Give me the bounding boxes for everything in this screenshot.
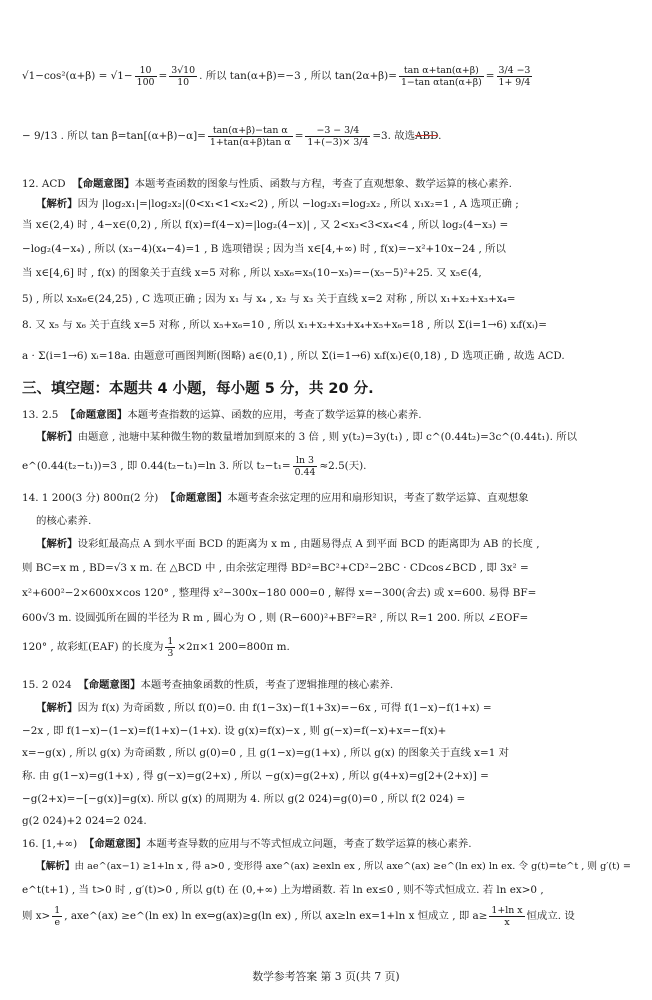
tag-intent: 【命题意图】 xyxy=(83,838,147,850)
intent-text: 本题考查导数的应用与不等式恒成立问题，考查了数学运算的核心素养. xyxy=(146,838,472,850)
q15-line-5: −g(2+x)=−[−g(x)]=g(x). 所以 g(x) 的周期为 4. 所以 g(2 024)=g(0)=0 , 所以 f(2 024) = xyxy=(22,793,466,805)
analysis-text: 设彩虹最高点 A 到水平面 BCD 的距离为 x m , 由题易得点 A 到平面 BCD 的距离即为 AB 的长度 , xyxy=(77,538,540,550)
analysis-text: 因为 f(x) 为奇函数 , 所以 f(0)=0. 由 f(1−3x)−f(1+3x)=−6x , 可得 f(1−x)−f(1+x) = xyxy=(77,702,492,714)
q16-header xyxy=(22,837,634,851)
q15-line-3: x=−g(x) , 所以 g(x) 为奇函数 , 所以 g(0)=0 , 且 g(1−x)=g(1+x) , 所以 g(x) 的图象关于直线 x=1 对 xyxy=(22,747,510,759)
fraction-denominator: e xyxy=(54,916,61,928)
fraction xyxy=(489,905,524,928)
q15-line-4: 称. 由 g(1−x)=g(1+x) , 得 g(−x)=g(2+x) , 所以 −g(x)=g(2+x) , 所以 g(4+x)=g[2+(2+x)] = xyxy=(22,770,489,782)
analysis-text: 由 ae^(ax−1) ≥1+ln x , 得 a>0 , 变形得 axe^(ax) ≥exln ex , 所以 axe^(ax) ≥e^(ln ex) ln ex. 令 g(t)=te^t , 则 g′(t) = xyxy=(74,861,631,872)
tag-analysis: 【解析】 xyxy=(36,861,75,872)
fraction xyxy=(305,125,370,148)
text-segment: = xyxy=(294,130,304,142)
text-segment: e^(0.44(t₂−t₁))=3 , 即 0.44(t₂−t₁)=ln 3. 所以 t₂−t₁= xyxy=(22,460,291,472)
fraction-numerator: tan(α+β)−tan α xyxy=(208,125,293,137)
continued-solution-line-2 xyxy=(22,120,634,152)
q14-header-cont: 的核心素养. xyxy=(36,515,92,527)
q12-line-7: a · Σ(i=1→6) xᵢ=18a. 由题意可画图判断(图略) a∈(0,1) , 所以 Σ(i=1→6) xᵢf(xᵢ)∈(0,18) , D 选项正确 , 故选 ACD. xyxy=(22,350,565,362)
q12-line-5: 5) , 所以 x₅x₆∈(24,25) , C 选项正确 ; 因为 x₁ 与 x₄ , x₂ 与 x₃ 关于直线 x=2 对称 , 所以 x₁+x₂+x₃+x₄= xyxy=(22,293,516,305)
intent-text: 本题考查函数的图象与性质、函数与方程，考查了直观想象、数学运算的核心素养. xyxy=(134,178,512,190)
text-segment: = xyxy=(158,70,168,82)
text-segment: − 9/13 . 所以 tan β=tan[(α+β)−α]= xyxy=(22,130,206,142)
tag-analysis: 【解析】 xyxy=(36,431,78,443)
fraction-numerator: 1 xyxy=(54,904,61,916)
tag-intent: 【命题意图】 xyxy=(64,409,128,421)
tag-analysis: 【解析】 xyxy=(36,702,78,714)
fraction-numerator: 10 xyxy=(135,65,157,77)
text-segment: 恒成立. 设 xyxy=(526,910,575,922)
intent-text: 本题考查余弦定理的应用和扇形知识，考查了数学运算、直观想象 xyxy=(227,492,529,504)
text-segment: . xyxy=(438,130,442,142)
question-number: 14. 1 200(3 分) 800π(2 分) xyxy=(22,492,159,504)
q14-line-4: 600√3 m. 设圆弧所在圆的半径为 R m , 圆心为 O , 则 (R−600)²+BF²=R² , 所以 R=1 200. 所以 ∠EOF= xyxy=(22,612,529,624)
text-segment: 120° , 故彩虹(EAF) 的长度为 xyxy=(22,641,164,653)
q12-line-3: −log₂(4−x₄) , 所以 (x₃−4)(x₄−4)=1 , B 选项错误 ; 因为当 x∈[4,+∞) 时 , f(x)=−x²+10x−24 , 所以 xyxy=(22,243,506,255)
fraction xyxy=(52,905,62,928)
fraction xyxy=(135,65,157,88)
q16-line-1 xyxy=(36,860,634,874)
q12-line-4: 当 x∈[4,6] 时 , f(x) 的图象关于直线 x=5 对称 , 所以 x₅x₆=x₅(10−x₅)=−(x₅−5)²+25. 又 x₅∈(4, xyxy=(22,267,482,279)
tag-analysis: 【解析】 xyxy=(36,198,78,210)
fraction-numerator: 1 xyxy=(167,635,174,647)
fraction-denominator: x xyxy=(504,916,510,928)
q15-line-1 xyxy=(36,701,634,715)
intent-text: 本题考查指数的运算、函数的应用，考查了数学运算的核心素养. xyxy=(127,409,422,421)
text-segment: = xyxy=(485,70,495,82)
analysis-text: 因为 |log₂x₁|=|log₂x₂|(0<x₁<1<x₂<2) , 所以 −log₂x₁=log₂x₂ , 所以 x₁x₂=1 , A 选项正确 ; xyxy=(77,198,519,210)
fraction-denominator: 3 xyxy=(167,647,174,659)
text-segment: =3. 故选 xyxy=(372,130,416,142)
q12-line-6: 8. 又 x₅ 与 x₆ 关于直线 x=5 对称 , 所以 x₅+x₆=10 , 所以 x₁+x₂+x₃+x₄+x₅+x₆=18 , 所以 Σ(i=1→6) xᵢf(xᵢ)= xyxy=(22,319,547,331)
fraction-denominator: 100 xyxy=(136,76,155,88)
q14-line-1 xyxy=(36,537,634,551)
fraction xyxy=(399,65,484,88)
fraction-denominator: 1−tan αtan(α+β) xyxy=(400,76,482,88)
text-segment: . 所以 tan(α+β)=−3 , 所以 tan(2α+β)= xyxy=(199,70,397,82)
q14-line-3: x²+600²−2×600x×cos 120° , 整理得 x²−300x−180 000=0 , 解得 x=−300(舍去) 或 x=600. 易得 BF= xyxy=(22,587,537,599)
fraction-denominator: 1+ 9/4 xyxy=(498,76,531,88)
q13-line-1 xyxy=(36,430,634,444)
q14-line-5 xyxy=(22,634,634,660)
tag-intent: 【命题意图】 xyxy=(164,492,228,504)
continued-solution-line-1 xyxy=(22,62,634,90)
fraction xyxy=(208,125,293,148)
fraction xyxy=(293,455,318,478)
q12-header xyxy=(22,177,634,191)
question-number: 12. ACD xyxy=(22,178,66,190)
fraction-denominator: 0.44 xyxy=(294,466,316,478)
intent-text: 本题考查抽象函数的性质，考查了逻辑推理的核心素养. xyxy=(140,679,394,691)
question-number: 16. [1,+∞) xyxy=(22,838,78,850)
q15-line-2: −2x , 即 f(1−x)−(1−x)=f(1+x)−(1+x). 设 g(x)=f(x)−x , 则 g(−x)=f(−x)+x=−f(x)+ xyxy=(22,725,447,737)
tag-analysis: 【解析】 xyxy=(36,538,78,550)
fraction-denominator: 10 xyxy=(177,76,190,88)
q13-header xyxy=(22,408,634,422)
page-footer: 数学参考答案 第 3 页(共 7 页) xyxy=(252,970,400,983)
section-title: 三、填空题：本题共 4 小题，每小题 5 分，共 20 分. xyxy=(22,381,374,397)
fraction-numerator: 3/4 −3 xyxy=(498,64,531,76)
fraction-denominator: 1+tan(α+β)tan α xyxy=(209,136,291,148)
fraction-numerator: 1+ln x xyxy=(491,904,523,916)
fraction xyxy=(169,65,197,88)
q13-line-2 xyxy=(22,454,634,478)
text-segment: ×2π×1 200=800π m. xyxy=(177,641,290,653)
q15-line-6: g(2 024)+2 024=2 024. xyxy=(22,815,147,827)
fraction-denominator: 1+(−3)× 3/4 xyxy=(307,136,369,148)
q16-line-3 xyxy=(22,902,634,930)
q15-header xyxy=(22,678,634,692)
fraction-numerator: ln 3 xyxy=(293,455,318,467)
fraction-numerator: 3√10 xyxy=(171,64,196,76)
text-segment: ≈2.5(天). xyxy=(319,460,367,472)
question-number: 13. 2.5 xyxy=(22,409,59,421)
q12-line-1 xyxy=(36,197,634,211)
struck-answer: ABD xyxy=(415,130,439,142)
fraction xyxy=(497,65,533,88)
fraction xyxy=(165,636,175,659)
fraction-numerator: tan α+tan(α+β) xyxy=(399,65,484,77)
analysis-text: 由题意 , 池塘中某种微生物的数量增加到原来的 3 倍 , 则 y(t₂)=3y(t₁) , 即 c^(0.44t₂)=3c^(0.44t₁). 所以 xyxy=(77,431,577,443)
q16-line-2: e^t(t+1) , 当 t>0 时 , g′(t)>0 , 所以 g(t) 在 (0,+∞) 上为增函数. 若 ln ex≤0 , 则不等式恒成立. 若 ln ex>0 , xyxy=(22,884,544,896)
q12-line-2: 当 x∈(2,4) 时 , 4−x∈(0,2) , 所以 f(x)=f(4−x)=|log₂(4−x)| , 又 2<x₃<3<x₄<4 , 所以 log₂(4−x₃) = xyxy=(22,219,509,231)
question-number: 15. 2 024 xyxy=(22,679,72,691)
tag-intent: 【命题意图】 xyxy=(72,178,135,190)
tag-intent: 【命题意图】 xyxy=(78,679,141,691)
q14-line-2: 则 BC=x m , BD=√3 x m. 在 △BCD 中 , 由余弦定理得 BD²=BC²+CD²−2BC · CDcos∠BCD , 即 3x² = xyxy=(22,562,529,574)
fraction-numerator: −3 − 3/4 xyxy=(305,125,370,137)
text-segment: √1−cos²(α+β) = √1− xyxy=(22,70,133,82)
text-segment: , axe^(ax) ≥e^(ln ex) ln ex⇔g(ax)≥g(ln ex) , 所以 ax≥ln ex=1+ln x 恒成立 , 即 a≥ xyxy=(64,910,488,922)
q14-header xyxy=(22,491,634,505)
text-segment: 则 x> xyxy=(22,910,51,922)
